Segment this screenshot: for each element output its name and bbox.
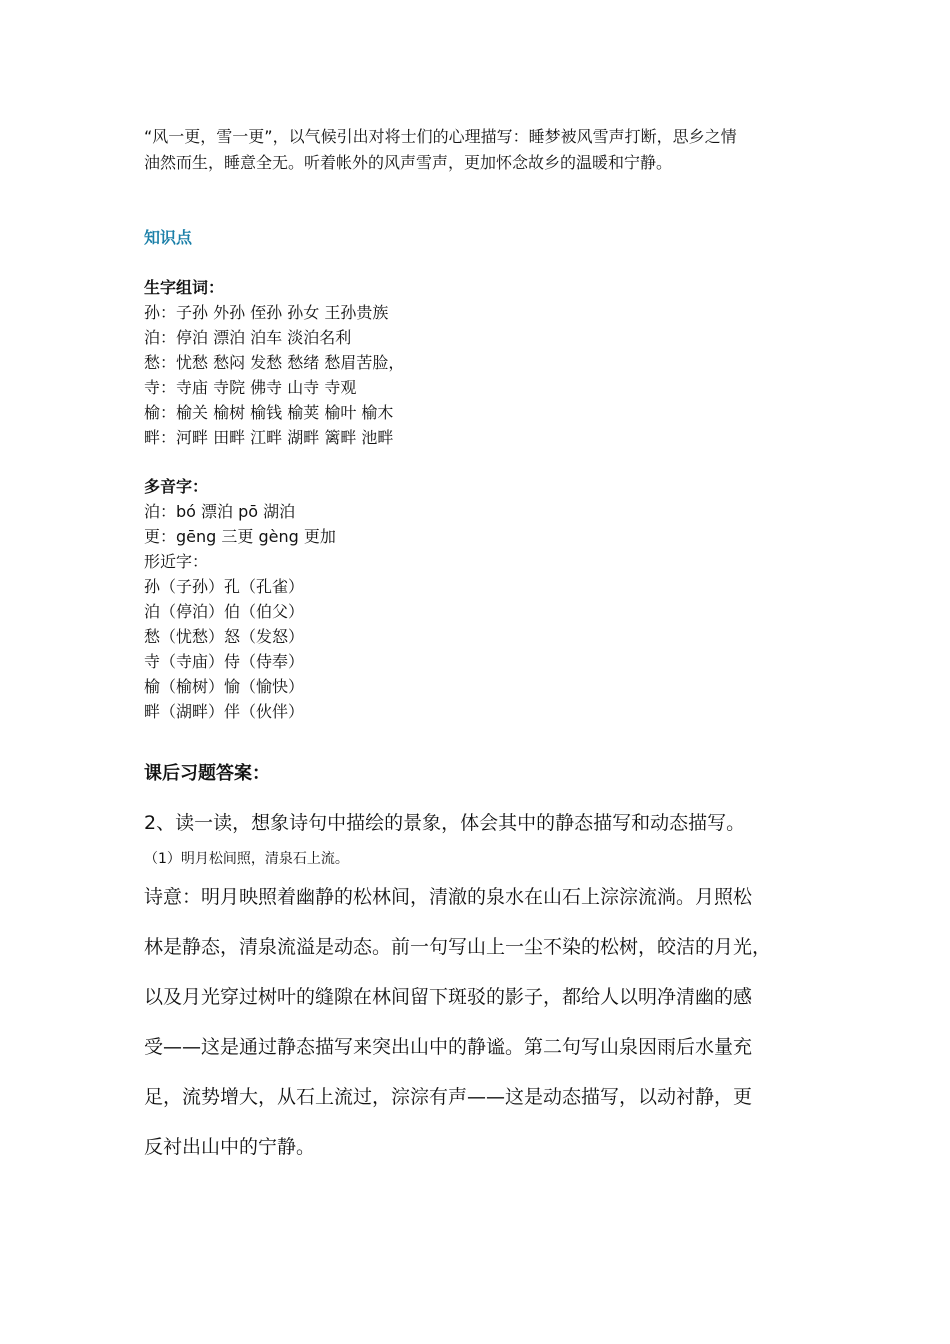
meaning-line: 反衬出山中的宁静。 — [144, 1136, 316, 1158]
similar-row: 畔（湖畔）伴（伙伴） — [144, 702, 305, 721]
similar-row: 泊（停泊）伯（伯父） — [144, 602, 305, 621]
polyphone-heading: 多音字： — [144, 477, 209, 496]
knowledge-section-title: 知识点 — [144, 228, 193, 247]
vocab-row: 榆：榆关 榆树 榆钱 榆荚 榆叶 榆木 — [144, 403, 394, 422]
meaning-line: 以及月光穿过树叶的缝隙在林间留下斑驳的影子，都给人以明净清幽的感 — [144, 986, 753, 1008]
answers-title: 课后习题答案： — [144, 763, 270, 784]
polyphone-row: 更：gēng 三更 gèng 更加 — [144, 527, 336, 546]
vocab-heading: 生字组词： — [144, 278, 225, 297]
intro-line: “风一更，雪一更”，以气候引出对将士们的心理描写：睡梦被风雪声打断，思乡之情 — [144, 127, 737, 146]
similar-row: 愁（忧愁）怒（发怒） — [144, 627, 305, 646]
vocab-row: 泊：停泊 漂泊 泊车 淡泊名利 — [144, 328, 352, 347]
polyphone-row: 泊：bó 漂泊 pō 湖泊 — [144, 502, 296, 521]
similar-row: 孙（子孙）孔（孔雀） — [144, 577, 305, 596]
intro-paragraph — [144, 124, 814, 176]
intro-line: 油然而生，睡意全无。听着帐外的风声雪声，更加怀念故乡的温暖和宁静。 — [144, 153, 673, 172]
vocab-section — [144, 275, 404, 450]
similar-row: 榆（榆树）愉（愉快） — [144, 677, 305, 696]
poem-meaning — [144, 872, 816, 1172]
vocab-row: 孙：子孙 外孙 侄孙 孙女 王孙贵族 — [144, 303, 389, 322]
vocab-row: 寺：寺庙 寺院 佛寺 山寺 寺观 — [144, 378, 357, 397]
meaning-line: 林是静态，清泉流溢是动态。前一句写山上一尘不染的松树，皎洁的月光， — [144, 936, 772, 958]
vocab-row: 畔：河畔 田畔 江畔 湖畔 篱畔 池畔 — [144, 428, 394, 447]
poem-line: （1）明月松间照，清泉石上流。 — [144, 851, 349, 867]
meaning-line: 诗意：明月映照着幽静的松林间，清澈的泉水在山石上淙淙流淌。月照松 — [144, 886, 753, 908]
meaning-line: 足，流势增大，从石上流过，淙淙有声——这是动态描写，以动衬静，更 — [144, 1086, 753, 1108]
meaning-line: 受——这是通过静态描写来突出山中的静谧。第二句写山泉因雨后水量充 — [144, 1036, 753, 1058]
polyphone-section — [144, 474, 336, 724]
similar-row: 寺（寺庙）侍（侍奉） — [144, 652, 305, 671]
similar-heading: 形近字： — [144, 552, 209, 571]
question-2: 2、读一读，想象诗句中描绘的景象，体会其中的静态描写和动态描写。 — [144, 812, 746, 834]
vocab-row: 愁：忧愁 愁闷 发愁 愁绪 愁眉苦脸， — [144, 353, 405, 372]
